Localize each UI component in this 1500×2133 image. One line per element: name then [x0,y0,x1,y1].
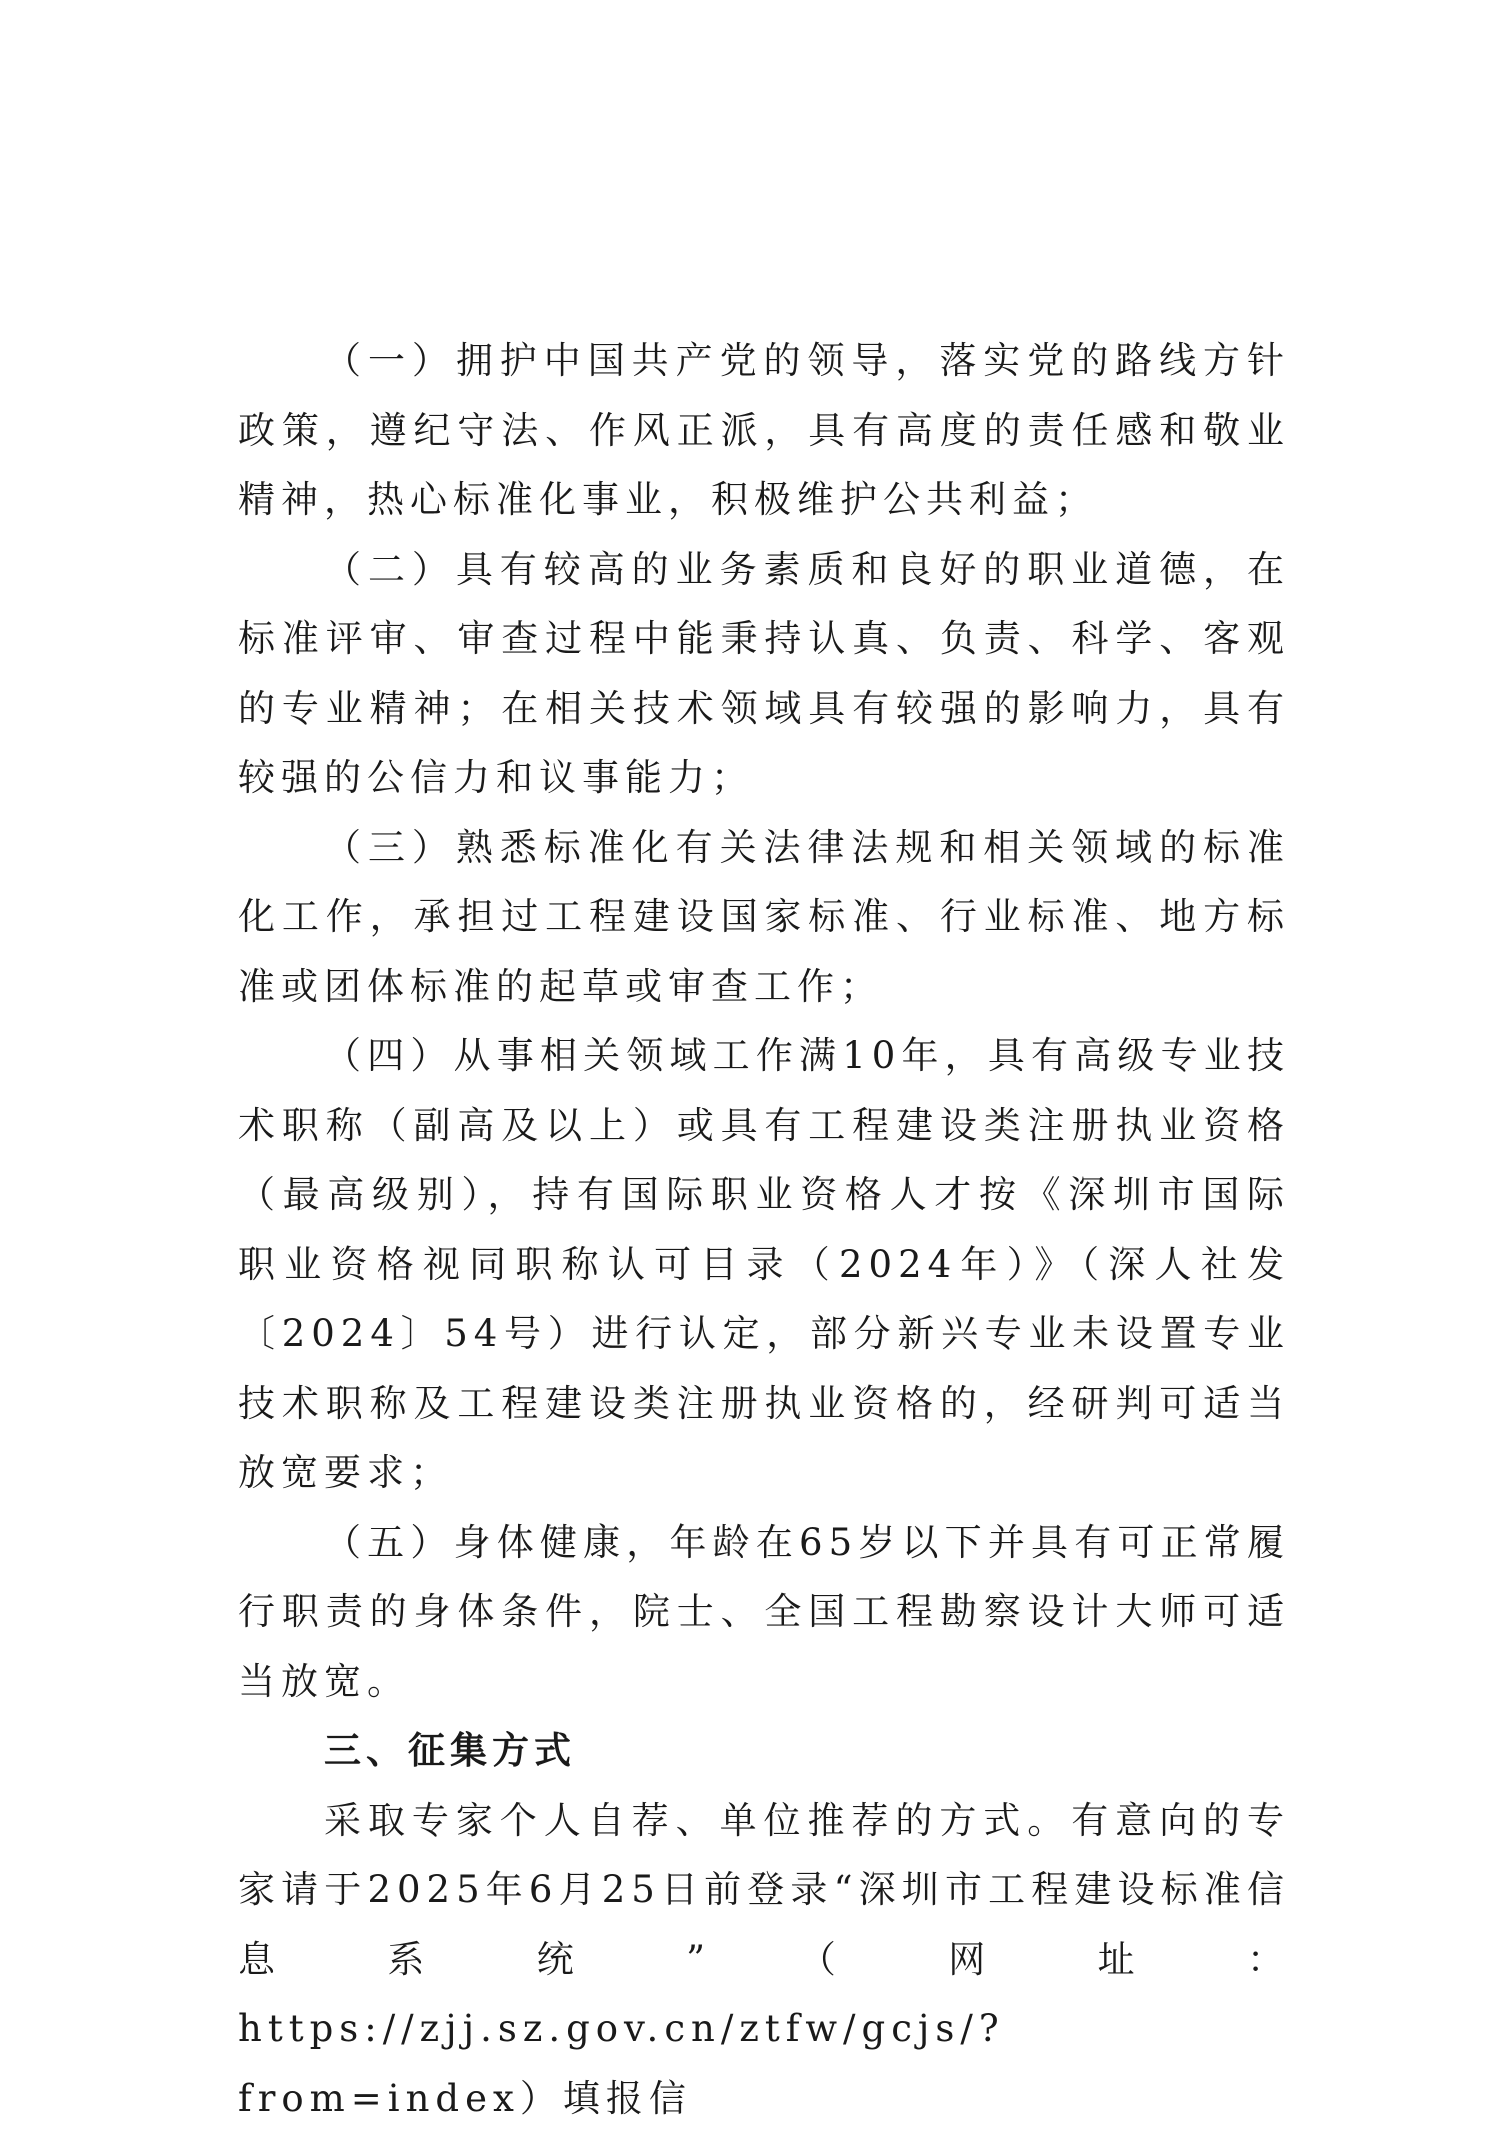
criterion-3-paragraph: （三）熟悉标准化有关法律法规和相关领域的标准化工作，承担过工程建设国家标准、行业标准、地方标准或团体标准的起草或审查工作； [238,813,1290,1022]
criterion-4-paragraph: （四）从事相关领域工作满10年，具有高级专业技术职称（副高及以上）或具有工程建设类注册执业资格（最高级别），持有国际职业资格人才按《深圳市国际职业资格视同职称认可目录（2024年）》（深人社发〔2024〕54号）进行认定，部分新兴专业未设置专业技术职称及工程建设类注册执业资格的，经研判可适当放宽要求； [238,1021,1290,1508]
criterion-5-paragraph: （五）身体健康，年龄在65岁以下并具有可正常履行职责的身体条件，院士、全国工程勘察设计大师可适当放宽。 [238,1508,1290,1717]
criterion-2-paragraph: （二）具有较高的业务素质和良好的职业道德，在标准评审、审查过程中能秉持认真、负责、科学、客观的专业精神；在相关技术领域具有较强的影响力，具有较强的公信力和议事能力； [238,535,1290,813]
section-paragraph: 采取专家个人自荐、单位推荐的方式。有意向的专家请于2025年6月25日前登录“深圳市工程建设标准信息系统”（网址：https://zjj.sz.gov.cn/ztfw/gcjs/?from=index）填报信 [238,1786,1290,2133]
document-body [238,326,1290,2133]
section-heading: 三、征集方式 [238,1716,1290,1786]
criterion-1-paragraph: （一）拥护中国共产党的领导，落实党的路线方针政策，遵纪守法、作风正派，具有高度的责任感和敬业精神，热心标准化事业，积极维护公共利益； [238,326,1290,535]
